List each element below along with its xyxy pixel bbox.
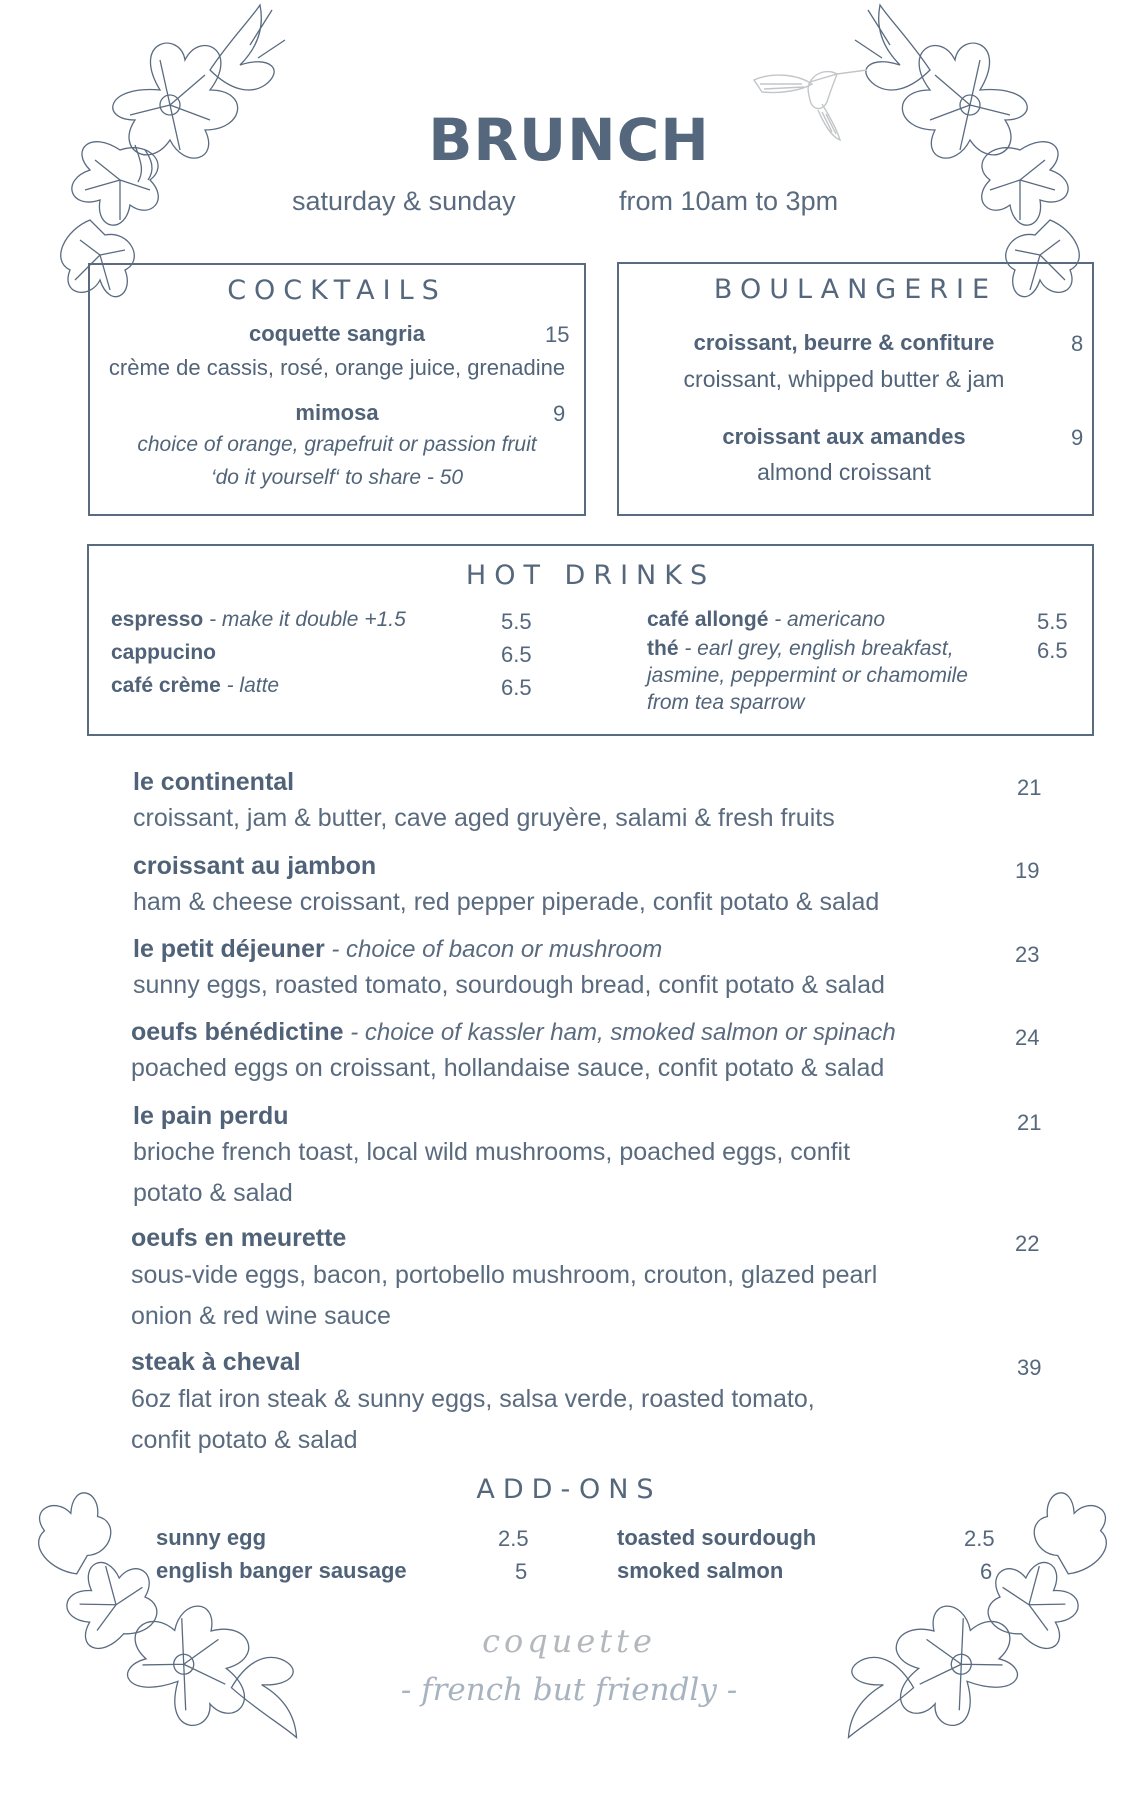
dish-price: 21 [1017, 775, 1042, 800]
dish-desc: sous-vide eggs, bacon, portobello mushroom, crouton, glazed pearl [131, 1261, 878, 1289]
drink-item [111, 674, 279, 698]
drink-name: café allongé [647, 608, 769, 631]
menu-item-desc: crème de cassis, rosé, orange juice, grenadine [108, 355, 566, 380]
brand-logo: coquette [482, 1622, 656, 1660]
addon-name: smoked salmon [617, 1558, 784, 1583]
drink-note: jasmine, peppermint or chamomile [647, 664, 968, 687]
menu-item-desc: choice of orange, grapefruit or passion fruit [137, 433, 537, 456]
drink-price: 6.5 [1037, 638, 1068, 663]
menu-item-price: 9 [553, 401, 566, 426]
hot-drinks-section [87, 544, 1094, 736]
dish-desc: brioche french toast, local wild mushrooms, poached eggs, confit [133, 1138, 851, 1166]
drink-item [111, 641, 216, 665]
addon-price: 5 [515, 1559, 528, 1584]
dish-name: le petit déjeuner - choice of bacon or mushroom [133, 935, 663, 963]
addon-price: 6 [980, 1559, 993, 1584]
cocktails-section [88, 263, 586, 516]
drink-name: cappucino [111, 641, 217, 664]
drink-item [647, 608, 885, 632]
drink-name: espresso [111, 608, 204, 631]
menu-item-price: 9 [1071, 425, 1084, 450]
drink-note: - earl grey, english breakfast, [678, 637, 954, 660]
dish-desc: sunny eggs, roasted tomato, sourdough bread, confit potato & salad [133, 971, 885, 999]
hours-text: from 10am to 3pm [619, 186, 839, 216]
drink-note: from tea sparrow [647, 691, 805, 714]
dish-name: croissant au jambon [133, 852, 377, 880]
dish-desc: potato & salad [133, 1179, 293, 1207]
page-title: BRUNCH [428, 106, 710, 174]
dish-name: le pain perdu [133, 1102, 289, 1130]
dish-desc: onion & red wine sauce [131, 1302, 391, 1330]
menu-item-name: coquette sangria [248, 321, 426, 346]
section-heading: BOULANGERIE [713, 274, 998, 305]
drink-name: café crème [111, 674, 221, 697]
dish-desc: 6oz flat iron steak & sunny eggs, salsa verde, roasted tomato, [131, 1385, 815, 1413]
menu-item-desc: almond croissant [757, 459, 931, 485]
addon-name: toasted sourdough [617, 1525, 817, 1550]
dish-price: 23 [1015, 942, 1040, 967]
addons-heading: ADD-ONS [476, 1474, 662, 1505]
addon-name: sunny egg [156, 1525, 267, 1550]
drink-note: - latte [220, 674, 280, 697]
menu-item-name: mimosa [295, 400, 379, 425]
dish-price: 22 [1015, 1231, 1040, 1256]
menu-item-name: croissant, beurre & confiture [693, 330, 995, 355]
drink-name: thé [647, 637, 679, 660]
menu-item-desc: croissant, whipped butter & jam [683, 366, 1005, 392]
dish-desc: ham & cheese croissant, red pepper piperade, confit potato & salad [133, 888, 880, 916]
drink-note: - americano [768, 608, 886, 631]
menu-item-name: croissant aux amandes [722, 424, 966, 449]
addon-price: 2.5 [498, 1526, 529, 1551]
dish-note: - choice of bacon or mushroom [324, 936, 663, 963]
dish-name: oeufs en meurette [131, 1224, 347, 1252]
dish-desc: croissant, jam & butter, cave aged gruyère, salami & fresh fruits [133, 804, 835, 832]
dish-desc: confit potato & salad [131, 1426, 358, 1454]
dish-name: steak à cheval [131, 1348, 301, 1376]
boulangerie-section [617, 262, 1094, 516]
section-heading: COCKTAILS [227, 275, 447, 306]
dish-price: 24 [1015, 1025, 1040, 1050]
dish-price: 21 [1017, 1110, 1042, 1135]
days-text: saturday & sunday [292, 186, 516, 216]
drink-price: 6.5 [501, 675, 532, 700]
dish-price: 19 [1015, 858, 1040, 883]
addon-price: 2.5 [964, 1526, 995, 1551]
dish-note: - choice of kassler ham, smoked salmon or spinach [343, 1019, 896, 1046]
tagline: - french but friendly - [400, 1672, 738, 1708]
addon-name: english banger sausage [156, 1558, 407, 1583]
menu-item-price: 8 [1071, 331, 1084, 356]
drink-note: - make it double +1.5 [203, 608, 406, 631]
section-heading: HOT DRINKS [465, 560, 716, 591]
dish-name: le continental [133, 768, 295, 796]
menu-item-note: ‘do it yourself‘ to share - 50 [210, 466, 464, 489]
dish-price: 39 [1017, 1355, 1042, 1380]
drink-item [111, 608, 406, 632]
dish-name: oeufs bénédictine - choice of kassler ham, smoked salmon or spinach [131, 1018, 896, 1046]
drink-item [647, 637, 954, 661]
dish-desc: poached eggs on croissant, hollandaise sauce, confit potato & salad [131, 1054, 885, 1082]
drink-price: 5.5 [1037, 609, 1068, 634]
drink-price: 5.5 [501, 609, 532, 634]
drink-price: 6.5 [501, 642, 532, 667]
menu-item-price: 15 [545, 322, 570, 347]
